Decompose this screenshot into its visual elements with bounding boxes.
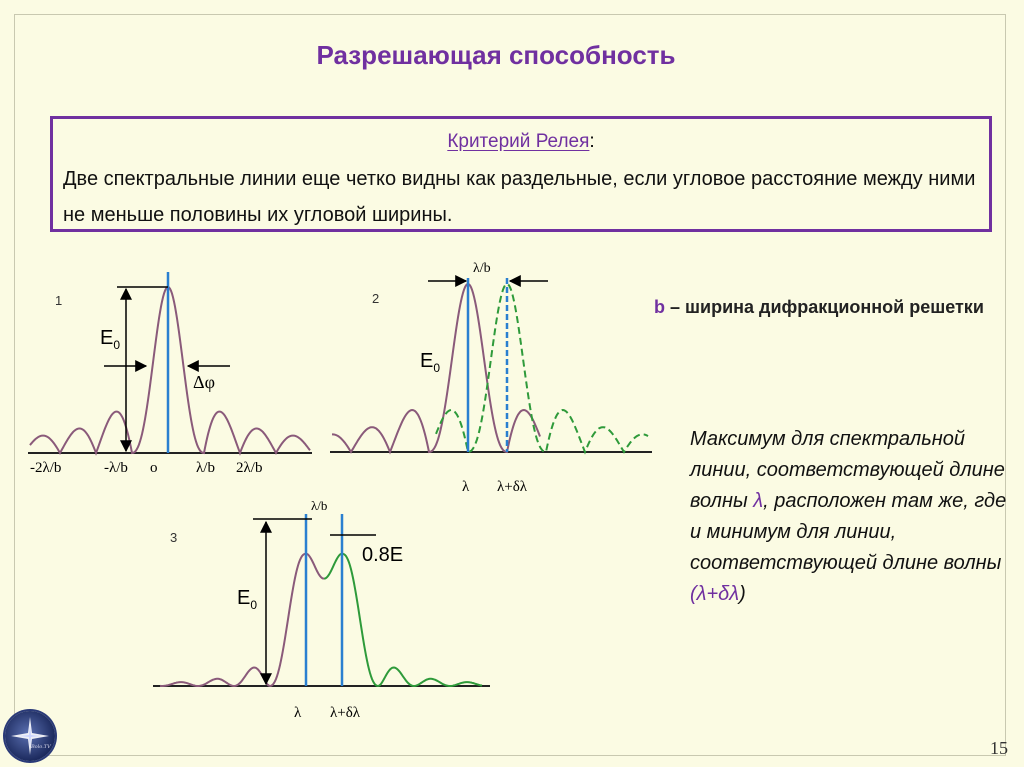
criterion-heading-text: Критерий Релея [447,131,590,152]
maximum-note-lambda2: (λ+δλ [690,583,740,605]
diagram-1-tick-label: o [150,460,158,476]
diagram-3 [153,498,490,721]
diagram-3-number: 3 [170,530,178,545]
diagram-1-ticks [30,460,262,476]
maximum-note-part1: Максимум для спектральной линии, соответствующей длине волны [690,428,1005,512]
diagram-3-lambda-dlambda-label: λ+δλ [330,705,361,721]
criterion-text: Две спектральные линии еще четко видны как раздельные, если угловое расстояние между ними не меньше половины их угловой ширины. [63,168,976,226]
diagram-3-lambda-label: λ [294,705,302,721]
diagram-1-tick-label: -2λ/b [30,460,62,476]
diagram-2-number: 2 [372,291,380,306]
slide-title: Разрешающая способность [316,40,676,70]
publisher-logo [5,711,55,761]
maximum-note-part2: , расположен там же, где и минимум для линии, соответствующей длине волны [690,490,1007,574]
diagram-1-tick-label: -λ/b [104,460,128,476]
diagram-3-curve-right [324,554,482,686]
star-icon [5,711,55,761]
diagram-2-separation-label: λ/b [473,261,491,276]
diagram-3-dip-label: 0.8E [362,544,404,566]
page-number: 15 [990,738,1008,758]
maximum-note-lambda: λ [753,490,764,512]
diagram-2-lambda-label: λ [462,479,470,495]
diagram-3-top-label: λ/b [311,498,328,513]
logo-text: Bolo.TV [31,744,51,750]
diagram-1-number: 1 [55,293,63,308]
diagram-1-tick-label: 2λ/b [236,460,263,476]
diagram-1-e0-label: $E_0$ [100,327,121,352]
b-symbol: b [654,297,665,317]
diagram-3-curve-left [160,554,324,686]
diagram-3-e0-label: $E_0$ [237,587,258,612]
diagram-2-e0-label: $E_0$ [420,350,441,375]
diagram-1-intensity-curve [30,287,310,453]
diagram-2 [330,261,652,495]
maximum-note-part3: ) [739,583,746,605]
diagram-1-tick-label: λ/b [196,460,215,476]
diagram-2-lambda-dlambda-label: λ+δλ [497,479,528,495]
diagram-1-width-label: Δφ [193,372,215,392]
diagram-1 [28,272,312,476]
b-definition-text: – ширина дифракционной решетки [665,297,984,317]
criterion-heading-colon: : [589,131,595,152]
